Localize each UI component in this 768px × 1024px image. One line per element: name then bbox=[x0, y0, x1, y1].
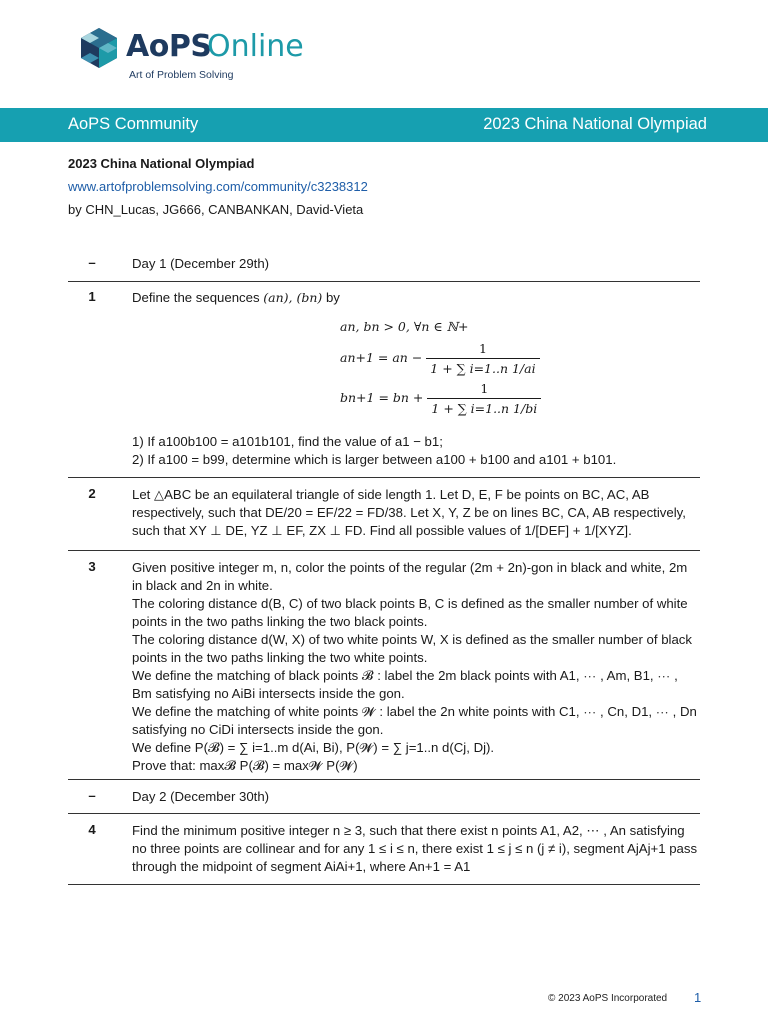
problem-3-para-1: Given positive integer m, n, color the points of the regular (2m + 2n)-gon in black and white, 2m in black and 2n in white. bbox=[132, 560, 688, 593]
banner-contest: 2023 China National Olympiad bbox=[483, 115, 707, 133]
problem-3-para-4: We define the matching of black points 𝓑 : label the 2m black points with A1, ⋯ , Am, B1, ⋯ , Bm satisfying no AiBi intersects inside the gon. bbox=[132, 668, 678, 701]
page-number: 1 bbox=[694, 990, 702, 1005]
problem-1-intro: Define the sequences (an), (bn) by bbox=[132, 290, 340, 305]
problem-number: 4 bbox=[88, 822, 96, 837]
logo-brand-aops: AoPS bbox=[126, 29, 212, 64]
problem-4-text: Find the minimum positive integer n ≥ 3, such that there exist n points A1, A2, ⋯ , An satisfying no three points are collinear and for any 1 ≤ i ≤ n, there exist 1 ≤ j ≤ n (j ≠ i), segment AjAj+1 pass through the midpoint of segment AiAi+1, where An+1 = A1 bbox=[132, 823, 698, 874]
problem-2-text: Let △ABC be an equilateral triangle of side length 1. Let D, E, F be points on BC, AC, AB respectively, such that DE/20 = EF/22 = FD/38. Let X, Y, Z be on lines BC, CA, AB respectively, such that XY ⊥ DE, YZ ⊥ EF, ZX ⊥ FD. Find all possible values of 1/[DEF] + 1/[XYZ]. bbox=[132, 487, 686, 538]
problem-3-para-3: The coloring distance d(W, X) of two white points W, X is defined as the smaller number of black points in the two paths linking the two white points. bbox=[132, 632, 692, 665]
divider bbox=[68, 779, 700, 780]
title-banner bbox=[0, 108, 768, 142]
problem-1-body bbox=[132, 289, 700, 307]
aops-logo bbox=[79, 24, 339, 84]
equation-2: an+1 = an − $\frac{1}{1 + \sum i=1..n 1/ai}$ bbox=[340, 341, 540, 376]
problem-number: 2 bbox=[88, 486, 96, 501]
problem-3-para-5: We define the matching of white points 𝓦 : label the 2n white points with C1, ⋯ , Cn, D1, ⋯ , Dn satisfying no CiDi intersects inside the gon. bbox=[132, 704, 697, 737]
contest-title: 2023 China National Olympiad bbox=[68, 156, 255, 171]
problem-1 bbox=[68, 289, 700, 469]
equation-3: bn+1 = bn + $\frac{1}{1 + \sum i=1..n 1/bi}$ bbox=[340, 381, 541, 416]
problem-3-para-6: We define P(𝓑) = ∑ i=1..m d(Ai, Bi), P(𝓦) = ∑ j=1..n d(Cj, Dj). bbox=[132, 740, 495, 755]
logo-brand-online: Online bbox=[207, 29, 304, 64]
community-link[interactable]: www.artofproblemsolving.com/community/c3238312 bbox=[68, 179, 368, 194]
problem-3-para-2: The coloring distance d(B, C) of two black points B, C is defined as the smaller number of white points in the two paths linking the two black points. bbox=[132, 596, 688, 629]
divider bbox=[68, 477, 700, 478]
divider bbox=[68, 813, 700, 814]
problem-1-part-1: 1) If a100b100 = a101b101, find the value of a1 − b1; bbox=[132, 434, 443, 449]
problem-number: 3 bbox=[88, 559, 96, 574]
banner-community: AoPS Community bbox=[68, 115, 199, 133]
day-1-label: Day 1 (December 29th) bbox=[132, 256, 270, 271]
intro-math: (an), (bn) bbox=[263, 290, 323, 305]
equation-1: an, bn > 0, ∀n ∈ ℕ+ bbox=[340, 319, 469, 334]
footer-copyright: © 2023 AoPS Incorporated bbox=[548, 993, 668, 1004]
divider bbox=[68, 281, 700, 282]
equation-3-fraction: $\frac{1}{1 + \sum i=1..n 1/bi}$ bbox=[427, 381, 541, 416]
problem-3-para-7: Prove that: max𝓑 P(𝓑) = max𝓦 P(𝓦) bbox=[132, 758, 358, 773]
authors-line: by CHN_Lucas, JG666, CANBANKAN, David-Vieta bbox=[68, 202, 364, 217]
equation-2-fraction: $\frac{1}{1 + \sum i=1..n 1/ai}$ bbox=[426, 341, 539, 376]
aops-cube-icon bbox=[79, 26, 119, 70]
problem-number: 1 bbox=[88, 289, 96, 304]
problem-1-part-2: 2) If a100 = b99, determine which is larger between a100 + b100 and a101 + b101. bbox=[132, 452, 617, 467]
problem-3-body bbox=[132, 559, 700, 775]
day-2-label: Day 2 (December 30th) bbox=[132, 789, 270, 804]
divider bbox=[68, 550, 700, 551]
day-1-marker: – bbox=[88, 255, 96, 270]
logo-tagline: Art of Problem Solving bbox=[129, 69, 234, 81]
day-2-marker: – bbox=[88, 788, 96, 803]
divider bbox=[68, 884, 700, 885]
